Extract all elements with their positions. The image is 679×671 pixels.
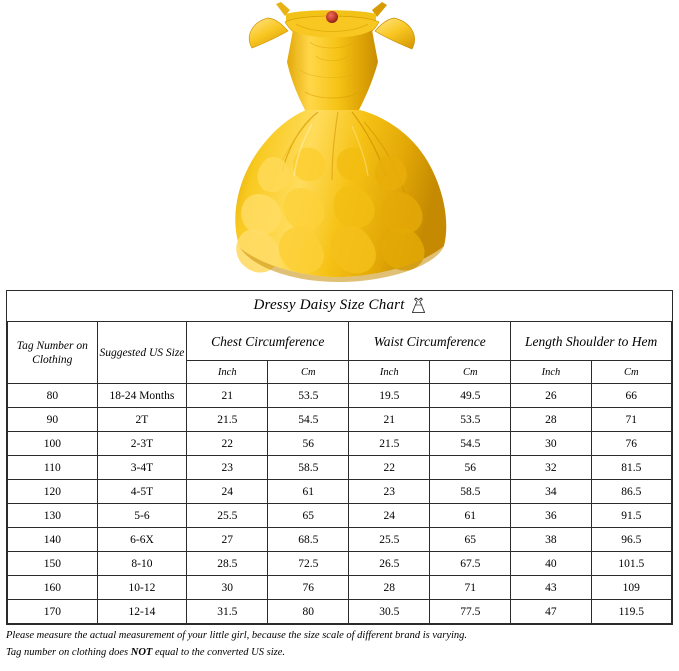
- header-us-size: Suggested US Size: [97, 322, 187, 384]
- table-row: [8, 504, 672, 528]
- cell-tag: 90: [8, 408, 98, 432]
- cell-waist-cm: 71: [430, 576, 511, 600]
- cell-waist-cm: 56: [430, 456, 511, 480]
- table-row: [8, 576, 672, 600]
- cell-tag: 140: [8, 528, 98, 552]
- cell-chest-cm: 72.5: [268, 552, 349, 576]
- cell-length-inch: 36: [511, 504, 591, 528]
- bodice-gem: [326, 11, 338, 23]
- table-row: [8, 408, 672, 432]
- table-row: [8, 384, 672, 408]
- cell-chest-inch: 27: [187, 528, 268, 552]
- cell-waist-cm: 49.5: [430, 384, 511, 408]
- cell-chest-inch: 28.5: [187, 552, 268, 576]
- cell-us-size: 8-10: [97, 552, 187, 576]
- cell-chest-inch: 21: [187, 384, 268, 408]
- header-length-cm: Cm: [591, 361, 671, 384]
- header-waist-cm: Cm: [430, 361, 511, 384]
- table-row: [8, 432, 672, 456]
- cell-length-inch: 32: [511, 456, 591, 480]
- cell-length-cm: 119.5: [591, 600, 671, 624]
- product-photo: [0, 0, 679, 290]
- cell-length-cm: 101.5: [591, 552, 671, 576]
- size-chart-table-container: [6, 290, 673, 625]
- cell-waist-inch: 26.5: [349, 552, 430, 576]
- cell-tag: 120: [8, 480, 98, 504]
- cell-chest-inch: 31.5: [187, 600, 268, 624]
- cell-us-size: 10-12: [97, 576, 187, 600]
- cell-length-inch: 47: [511, 600, 591, 624]
- cell-length-inch: 38: [511, 528, 591, 552]
- cell-us-size: 2T: [97, 408, 187, 432]
- cell-length-inch: 28: [511, 408, 591, 432]
- cell-length-cm: 86.5: [591, 480, 671, 504]
- cell-chest-inch: 21.5: [187, 408, 268, 432]
- cell-length-inch: 30: [511, 432, 591, 456]
- cell-length-inch: 34: [511, 480, 591, 504]
- cell-us-size: 4-5T: [97, 480, 187, 504]
- cell-tag: 80: [8, 384, 98, 408]
- cell-length-cm: 96.5: [591, 528, 671, 552]
- header-chest-cm: Cm: [268, 361, 349, 384]
- size-chart-table: [7, 291, 672, 624]
- cell-waist-inch: 21.5: [349, 432, 430, 456]
- cell-waist-cm: 54.5: [430, 432, 511, 456]
- cell-tag: 160: [8, 576, 98, 600]
- cell-length-cm: 66: [591, 384, 671, 408]
- header-waist-inch: Inch: [349, 361, 430, 384]
- note-line-2: [6, 645, 673, 660]
- cell-us-size: 18-24 Months: [97, 384, 187, 408]
- cell-waist-cm: 58.5: [430, 480, 511, 504]
- cell-chest-cm: 56: [268, 432, 349, 456]
- cell-chest-inch: 30: [187, 576, 268, 600]
- cell-waist-inch: 21: [349, 408, 430, 432]
- chart-title-row: [8, 291, 672, 322]
- cell-chest-cm: 58.5: [268, 456, 349, 480]
- cell-length-cm: 81.5: [591, 456, 671, 480]
- cell-tag: 130: [8, 504, 98, 528]
- header-tag-number: Tag Number on Clothing: [8, 322, 98, 384]
- cell-chest-cm: 65: [268, 504, 349, 528]
- cell-tag: 170: [8, 600, 98, 624]
- cell-chest-inch: 25.5: [187, 504, 268, 528]
- cell-length-cm: 109: [591, 576, 671, 600]
- cell-waist-inch: 25.5: [349, 528, 430, 552]
- cell-us-size: 12-14: [97, 600, 187, 624]
- note-emphasis-not: NOT: [130, 647, 153, 658]
- header-length: Length Shoulder to Hem: [511, 322, 672, 361]
- cell-length-inch: 40: [511, 552, 591, 576]
- table-row: [8, 528, 672, 552]
- cell-chest-cm: 54.5: [268, 408, 349, 432]
- dress-icon: [411, 297, 426, 314]
- header-chest-inch: Inch: [187, 361, 268, 384]
- cell-waist-cm: 53.5: [430, 408, 511, 432]
- cell-waist-cm: 77.5: [430, 600, 511, 624]
- header-waist: Waist Circumference: [349, 322, 511, 361]
- cell-length-cm: 71: [591, 408, 671, 432]
- chart-title-cell: [8, 291, 672, 322]
- table-row: [8, 480, 672, 504]
- cell-chest-inch: 23: [187, 456, 268, 480]
- note-line-2-post: equal to the converted US size.: [152, 647, 286, 658]
- cell-tag: 110: [8, 456, 98, 480]
- cell-waist-cm: 61: [430, 504, 511, 528]
- cell-chest-cm: 76: [268, 576, 349, 600]
- measurement-notes: [6, 628, 673, 662]
- cell-chest-inch: 22: [187, 432, 268, 456]
- cell-waist-inch: 23: [349, 480, 430, 504]
- cell-chest-cm: 53.5: [268, 384, 349, 408]
- yellow-princess-dress-image: [0, 0, 679, 290]
- cell-chest-cm: 61: [268, 480, 349, 504]
- cell-length-cm: 76: [591, 432, 671, 456]
- cell-waist-inch: 24: [349, 504, 430, 528]
- cell-waist-inch: 19.5: [349, 384, 430, 408]
- cell-waist-inch: 28: [349, 576, 430, 600]
- table-row: [8, 600, 672, 624]
- cell-tag: 100: [8, 432, 98, 456]
- header-chest: Chest Circumference: [187, 322, 349, 361]
- cell-waist-cm: 67.5: [430, 552, 511, 576]
- cell-waist-cm: 65: [430, 528, 511, 552]
- cell-length-cm: 91.5: [591, 504, 671, 528]
- cell-length-inch: 26: [511, 384, 591, 408]
- cell-us-size: 2-3T: [97, 432, 187, 456]
- header-length-inch: Inch: [511, 361, 591, 384]
- cell-us-size: 6-6X: [97, 528, 187, 552]
- cell-us-size: 5-6: [97, 504, 187, 528]
- note-line-1: Please measure the actual measurement of your little girl, because the size scale of different brand is varying.: [6, 630, 468, 641]
- cell-chest-cm: 68.5: [268, 528, 349, 552]
- cell-length-inch: 43: [511, 576, 591, 600]
- cell-chest-cm: 80: [268, 600, 349, 624]
- cell-us-size: 3-4T: [97, 456, 187, 480]
- cell-chest-inch: 24: [187, 480, 268, 504]
- cell-tag: 150: [8, 552, 98, 576]
- header-row-main: [8, 322, 672, 361]
- cell-waist-inch: 30.5: [349, 600, 430, 624]
- chart-title: Dressy Daisy Size Chart: [253, 297, 405, 313]
- note-line-2-pre: Tag number on clothing does: [6, 647, 131, 658]
- cell-waist-inch: 22: [349, 456, 430, 480]
- table-row: [8, 552, 672, 576]
- table-row: [8, 456, 672, 480]
